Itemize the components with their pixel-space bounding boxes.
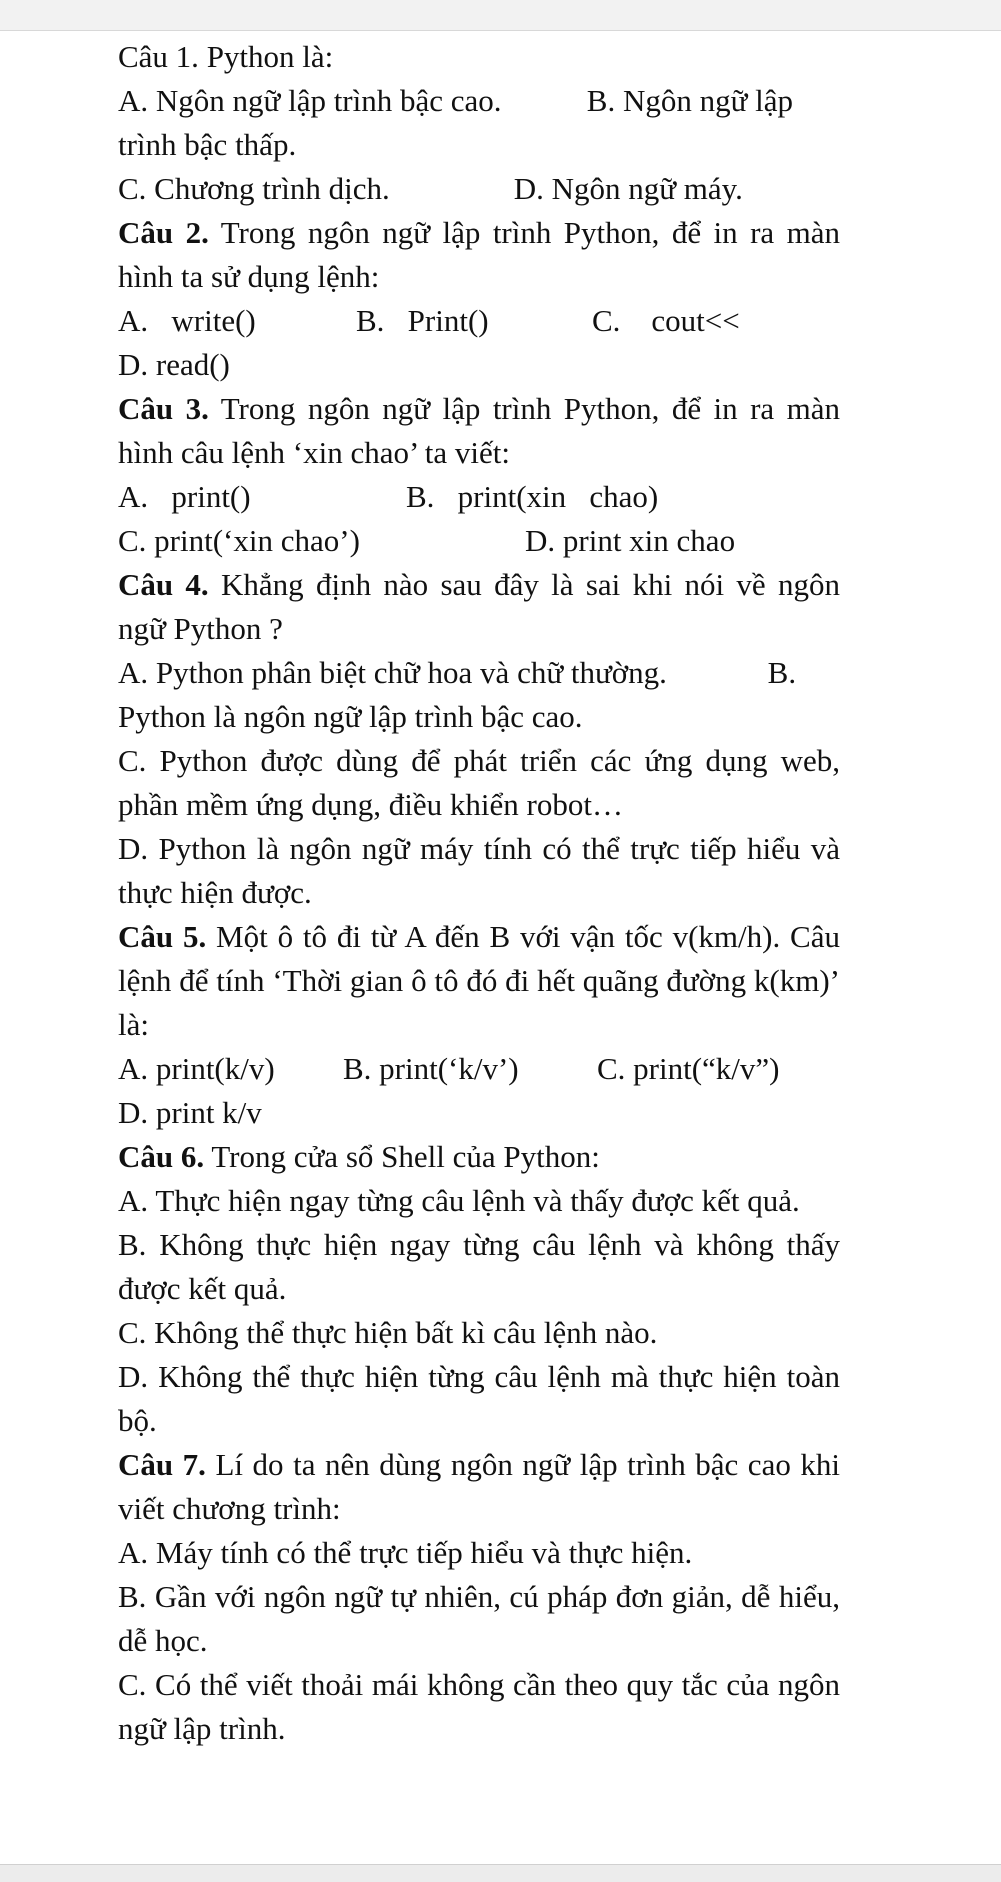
question-4: [118, 563, 840, 651]
question-5-option-d-row: [118, 1091, 840, 1135]
q1-options-line-1: A. Ngôn ngữ lập trình bậc cao. B. Ngôn ngữ lập trình bậc thấp.: [118, 83, 801, 162]
question-1-options-ab: [118, 79, 840, 167]
q1-options-line-2: C. Chương trình dịch. D. Ngôn ngữ máy.: [118, 171, 743, 206]
q5-option-a: A. print(k/v): [118, 1051, 275, 1086]
question-2-text: Trong ngôn ngữ lập trình Python, để in ra màn hình ta sử dụng lệnh:: [118, 215, 840, 294]
q2-option-a: A. write(): [118, 303, 256, 338]
viewer-top-bar: [0, 0, 1001, 31]
question-6-option-d: [118, 1355, 840, 1443]
question-3-label: Câu 3.: [118, 391, 209, 426]
question-4-label: Câu 4.: [118, 567, 209, 602]
q6-options-line-3: C. Không thể thực hiện bất kì câu lệnh nào.: [118, 1315, 658, 1350]
question-5: [118, 915, 840, 1047]
q4-options-line-1: A. Python phân biệt chữ hoa và chữ thường. B. Python là ngôn ngữ lập trình bậc cao.: [118, 655, 804, 734]
question-4-option-c: [118, 739, 840, 827]
question-2-options-row: [118, 299, 840, 343]
q7-options-line-3: C. Có thể viết thoải mái không cần theo quy tắc của ngôn ngữ lập trình.: [118, 1667, 840, 1746]
question-4-option-d: [118, 827, 840, 915]
question-6-option-a: [118, 1179, 840, 1223]
question-1-label: Câu 1.: [118, 39, 199, 74]
question-3-text: Trong ngôn ngữ lập trình Python, để in ra màn hình câu lệnh ‘xin chao’ ta viết:: [118, 391, 840, 470]
question-7-option-a: [118, 1531, 840, 1575]
question-5-label: Câu 5.: [118, 919, 207, 954]
q3-option-d: D. print xin chao: [525, 523, 736, 558]
question-2-option-d-row: [118, 343, 840, 387]
q5-option-d: D. print k/v: [118, 1095, 262, 1130]
document-page: [0, 31, 1001, 1864]
viewer-bottom-bar: [0, 1864, 1001, 1882]
question-4-options-ab: [118, 651, 840, 739]
question-1-options-cd: [118, 167, 840, 211]
question-6: [118, 1135, 840, 1179]
question-3-options-row-2: [118, 519, 840, 563]
question-6-label: Câu 6.: [118, 1139, 205, 1174]
q5-option-b: B. print(‘k/v’): [343, 1051, 519, 1086]
question-4-text: Khẳng định nào sau đây là sai khi nói về ngôn ngữ Python ?: [118, 567, 840, 646]
question-7-label: Câu 7.: [118, 1447, 206, 1482]
q2-option-d: D. read(): [118, 347, 230, 382]
q6-options-line-1: A. Thực hiện ngay từng câu lệnh và thấy được kết quả.: [118, 1183, 800, 1218]
question-2-label: Câu 2.: [118, 215, 209, 250]
question-6-option-c: [118, 1311, 840, 1355]
q3-option-c: C. print(‘xin chao’): [118, 523, 360, 558]
quiz-content: [118, 35, 840, 1751]
question-1: [118, 35, 840, 79]
question-1-text: Python là:: [198, 39, 334, 74]
q4-options-line-2: C. Python được dùng để phát triển các ứng dụng web, phần mềm ứng dụng, điều khiển robot…: [118, 743, 840, 822]
question-2: [118, 211, 840, 299]
q7-options-line-1: A. Máy tính có thể trực tiếp hiểu và thực hiện.: [118, 1535, 693, 1570]
q2-option-c: C. cout<<: [592, 303, 740, 338]
q3-option-a: A. print(): [118, 479, 251, 514]
q4-options-line-3: D. Python là ngôn ngữ máy tính có thể trực tiếp hiểu và thực hiện được.: [118, 831, 840, 910]
question-3: [118, 387, 840, 475]
q6-options-line-2: B. Không thực hiện ngay từng câu lệnh và không thấy được kết quả.: [118, 1227, 840, 1306]
question-3-options-row-1: [118, 475, 840, 519]
q7-options-line-2: B. Gần với ngôn ngữ tự nhiên, cú pháp đơn giản, dễ hiểu, dễ học.: [118, 1579, 840, 1658]
question-7-option-b: [118, 1575, 840, 1663]
q6-options-line-4: D. Không thể thực hiện từng câu lệnh mà thực hiện toàn bộ.: [118, 1359, 840, 1438]
question-6-text: Trong cửa sổ Shell của Python:: [204, 1139, 600, 1174]
question-7: [118, 1443, 840, 1531]
question-5-text: Một ô tô đi từ A đến B với vận tốc v(km/h). Câu lệnh để tính ‘Thời gian ô tô đó đi hết quãng đường k(km)’ là:: [118, 919, 840, 1042]
q3-option-b: B. print(xin chao): [406, 479, 659, 514]
q5-option-c: C. print(“k/v”): [597, 1051, 780, 1086]
question-6-option-b: [118, 1223, 840, 1311]
q2-option-b: B. Print(): [356, 303, 489, 338]
question-7-text: Lí do ta nên dùng ngôn ngữ lập trình bậc cao khi viết chương trình:: [118, 1447, 840, 1526]
question-5-options-row: [118, 1047, 840, 1091]
question-7-option-c: [118, 1663, 840, 1751]
